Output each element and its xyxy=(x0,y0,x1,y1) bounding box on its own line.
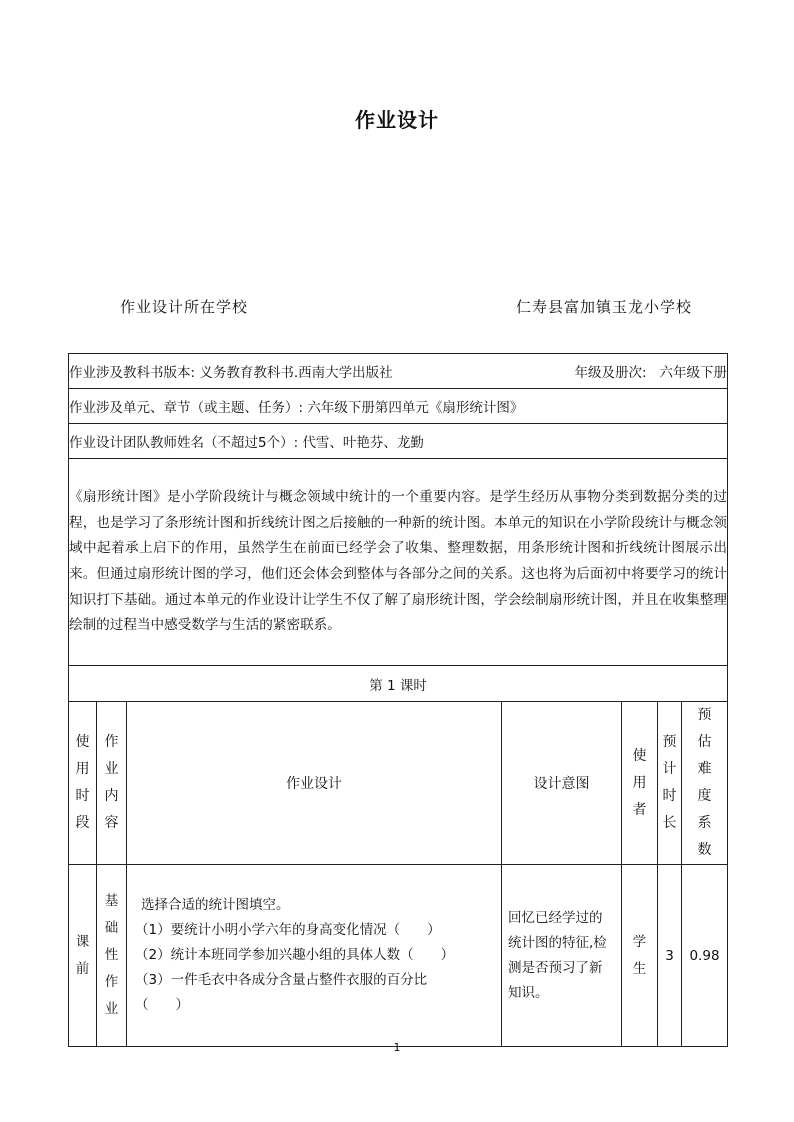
unit-label: 作业涉及单元、章节（或主题、任务）: xyxy=(69,400,304,416)
page-title: 作业设计 xyxy=(355,108,439,132)
page-number: 1 xyxy=(393,1041,401,1054)
row-content: 基 础 性 作 业 xyxy=(97,865,127,1047)
school-name: 仁寿县富加镇玉龙小学校 xyxy=(516,298,693,316)
row-purpose: 回忆已经学过的统计图的特征,检测是否预习了新知识。 xyxy=(502,865,622,1047)
unit-value: 六年级下册第四单元《扇形统计图》 xyxy=(307,400,524,416)
textbook-value: 义务教育教科书.西南大学出版社 xyxy=(199,365,393,381)
design-line: （3）一件毛衣中各成分含量占整件衣服的百分比 xyxy=(135,972,428,988)
team-row xyxy=(69,424,728,459)
design-line: （2）统计本班同学参加兴趣小组的具体人数（ ） xyxy=(135,947,455,963)
table-row xyxy=(69,865,728,1047)
grade-value: 六年级下册 xyxy=(659,365,727,381)
unit-row xyxy=(69,389,728,424)
row-difficulty: 0.98 xyxy=(682,865,728,1047)
header-content: 作 业 内 容 xyxy=(97,702,127,865)
row-time: 3 xyxy=(658,865,682,1047)
textbook-row xyxy=(69,354,728,389)
header-design: 作业设计 xyxy=(127,702,502,865)
lesson-label: 第 1 课时 xyxy=(69,666,728,702)
unit-introduction: 《扇形统计图》是小学阶段统计与概念领域中统计的一个重要内容。是学生经历从事物分类到数据分类的过程，也是学习了条形统计图和折线统计图之后接触的一种新的统计图。本单元的知识在小学阶段统计与概念领域中起着承上启下的作用，虽然学生在前面已经学会了收集、整理数据，用条形统计图和折线统计图展示出来。但通过扇形统计图的学习，他们还会体会到整体与各部分之间的关系。这也将为后面初中将要学习的统计知识打下基础。通过本单元的作业设计让学生不仅了解了扇形统计图，学会绘制扇形统计图，并且在收集整理绘制的过程当中感受数学与生活的紧密联系。 xyxy=(69,459,728,666)
design-line: 选择合适的统计图填空。 xyxy=(141,897,290,913)
team-label: 作业设计团队教师姓名（不超过5个）: xyxy=(69,435,299,451)
header-time: 预 计 时 长 xyxy=(658,702,682,865)
school-label: 作业设计所在学校 xyxy=(120,298,249,316)
intro-row xyxy=(69,459,728,666)
homework-table xyxy=(68,353,728,1047)
row-period: 课 前 xyxy=(69,865,97,1047)
design-line: （1）要统计小明小学六年的身高变化情况（ ） xyxy=(135,922,441,938)
textbook-label: 作业涉及教科书版本: xyxy=(69,365,196,381)
row-design xyxy=(127,865,502,1047)
header-user: 使 用 者 xyxy=(622,702,658,865)
header-row xyxy=(69,702,728,865)
row-user: 学 生 xyxy=(622,865,658,1047)
lesson-row xyxy=(69,666,728,702)
header-difficulty: 预 估 难 度 系 数 xyxy=(682,702,728,865)
team-value: 代雪、叶艳芬、龙勤 xyxy=(302,435,424,451)
header-period: 使 用 时 段 xyxy=(69,702,97,865)
header-purpose: 设计意图 xyxy=(502,702,622,865)
design-line: （ ） xyxy=(135,997,189,1013)
grade-label: 年级及册次: xyxy=(574,365,647,381)
